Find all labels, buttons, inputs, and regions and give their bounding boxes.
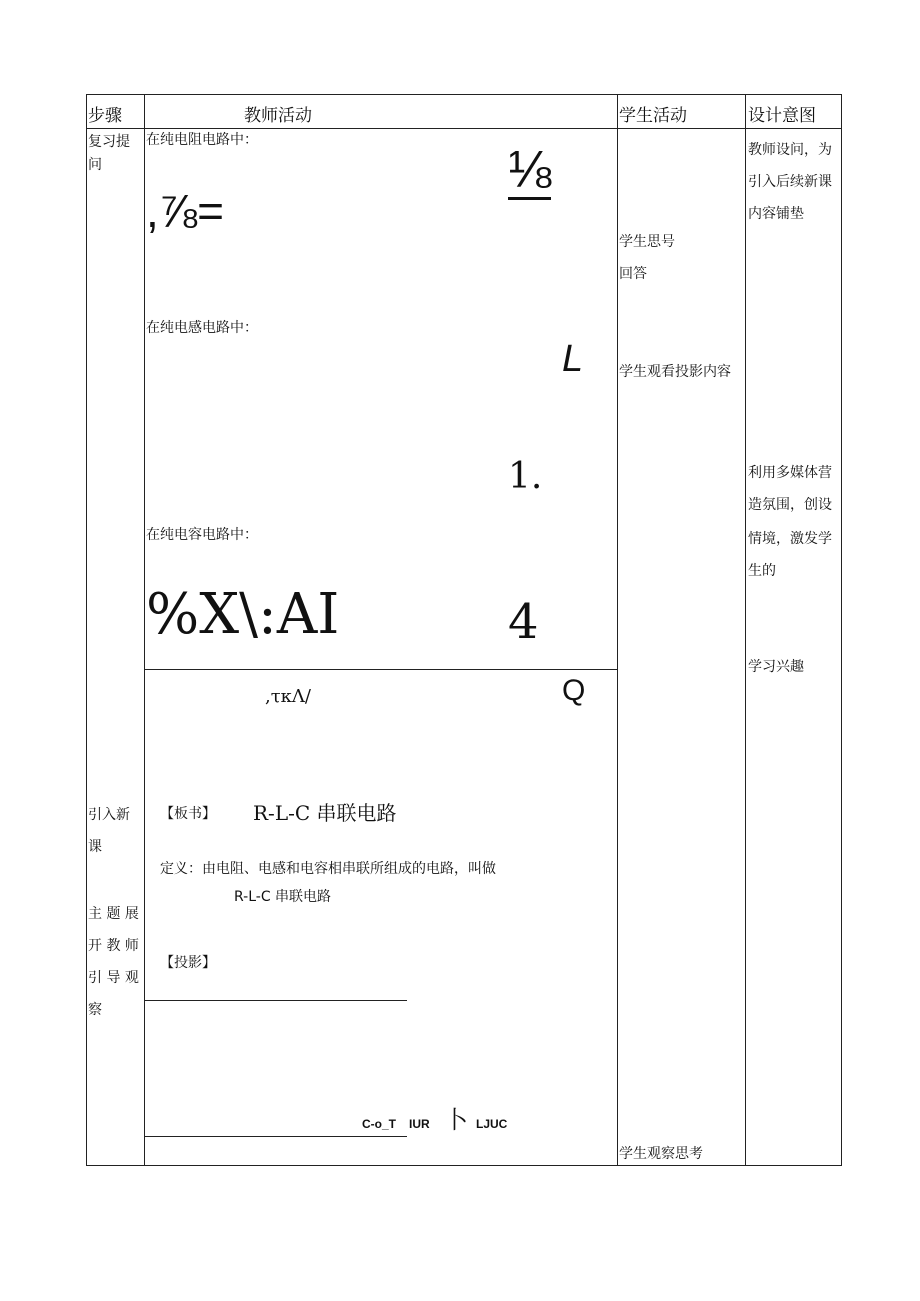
mark-one: 1. xyxy=(508,456,543,497)
student-think-line1: 学生思号 xyxy=(619,234,675,250)
circuit-label-ur: IUR xyxy=(409,1117,430,1131)
projection-top-line xyxy=(144,1000,407,1001)
step-intro-line1: 引入新 xyxy=(88,807,130,823)
projection-bottom-line xyxy=(144,1136,407,1137)
table-right-border xyxy=(841,94,842,1166)
circuit-label-uc: LJUC xyxy=(476,1117,508,1131)
definition-line1: 定义：由电阻、电感和电容相串联所组成的电路，叫做 xyxy=(160,861,496,877)
step-topic-line4: 察 xyxy=(88,1002,102,1018)
student-watch: 学生观看投影内容 xyxy=(619,364,731,380)
formula-resistor-right: ⅛ xyxy=(508,141,552,199)
header-design-intent: 设计意图 xyxy=(748,106,816,126)
garbled-formula: ,τκΛ/ xyxy=(265,686,311,707)
circuit-switch-symbol: 卜 xyxy=(444,1106,468,1134)
step-review-line1: 复习提 xyxy=(88,134,130,150)
intent2-line2: 造氛围，创设 xyxy=(748,497,832,513)
header-step: 步骤 xyxy=(88,106,122,126)
intent2-line3: 情境，激发学 xyxy=(748,531,832,547)
table-top-border xyxy=(86,94,842,95)
resistor-circuit-label: 在纯电阻电路中： xyxy=(146,132,258,148)
intent2-line4: 生的 xyxy=(748,563,776,579)
col-divider-2 xyxy=(617,94,618,1166)
intent2-line5: 学习兴趣 xyxy=(748,659,804,675)
inductor-circuit-label: 在纯电感电路中： xyxy=(146,320,258,336)
formula-capacitor: %X\:AI xyxy=(146,582,340,647)
header-bottom-border xyxy=(86,128,842,129)
student-think-line2: 回答 xyxy=(619,266,647,282)
capacitor-circuit-label: 在纯电容电路中： xyxy=(146,527,258,543)
mark-Q: Q xyxy=(562,674,586,707)
mark-L: L xyxy=(562,338,584,380)
projection-label: 【投影】 xyxy=(160,955,216,971)
header-student-activity: 学生活动 xyxy=(619,106,687,126)
col-divider-3 xyxy=(745,94,746,1166)
step-topic-line3: 引 导 观 xyxy=(88,970,139,986)
teacher-section-divider xyxy=(144,669,617,670)
table-left-border xyxy=(86,94,87,1166)
intent1-line1: 教师设问，为 xyxy=(748,142,832,158)
step-intro-line2: 课 xyxy=(88,839,102,855)
definition-line2: R-L-C 串联电路 xyxy=(234,889,332,905)
col-divider-1 xyxy=(144,94,145,1166)
board-title: R-L-C 串联电路 xyxy=(253,801,397,825)
mark-four: 4 xyxy=(508,594,539,650)
circuit-label-c: C-o_T xyxy=(362,1117,396,1131)
table-bottom-border xyxy=(86,1165,842,1166)
step-topic-line1: 主 题 展 xyxy=(88,906,139,922)
intent2-line1: 利用多媒体营 xyxy=(748,465,832,481)
formula-resistor: ,⅞= xyxy=(146,185,225,237)
intent1-line2: 引入后续新课 xyxy=(748,174,832,190)
step-review-line2: 问 xyxy=(88,157,102,173)
intent1-line3: 内容铺垫 xyxy=(748,206,804,222)
student-observe: 学生观察思考 xyxy=(619,1146,703,1162)
header-teacher-activity: 教师活动 xyxy=(244,106,312,126)
board-label: 【板书】 xyxy=(160,806,216,822)
step-topic-line2: 开 教 师 xyxy=(88,938,139,954)
